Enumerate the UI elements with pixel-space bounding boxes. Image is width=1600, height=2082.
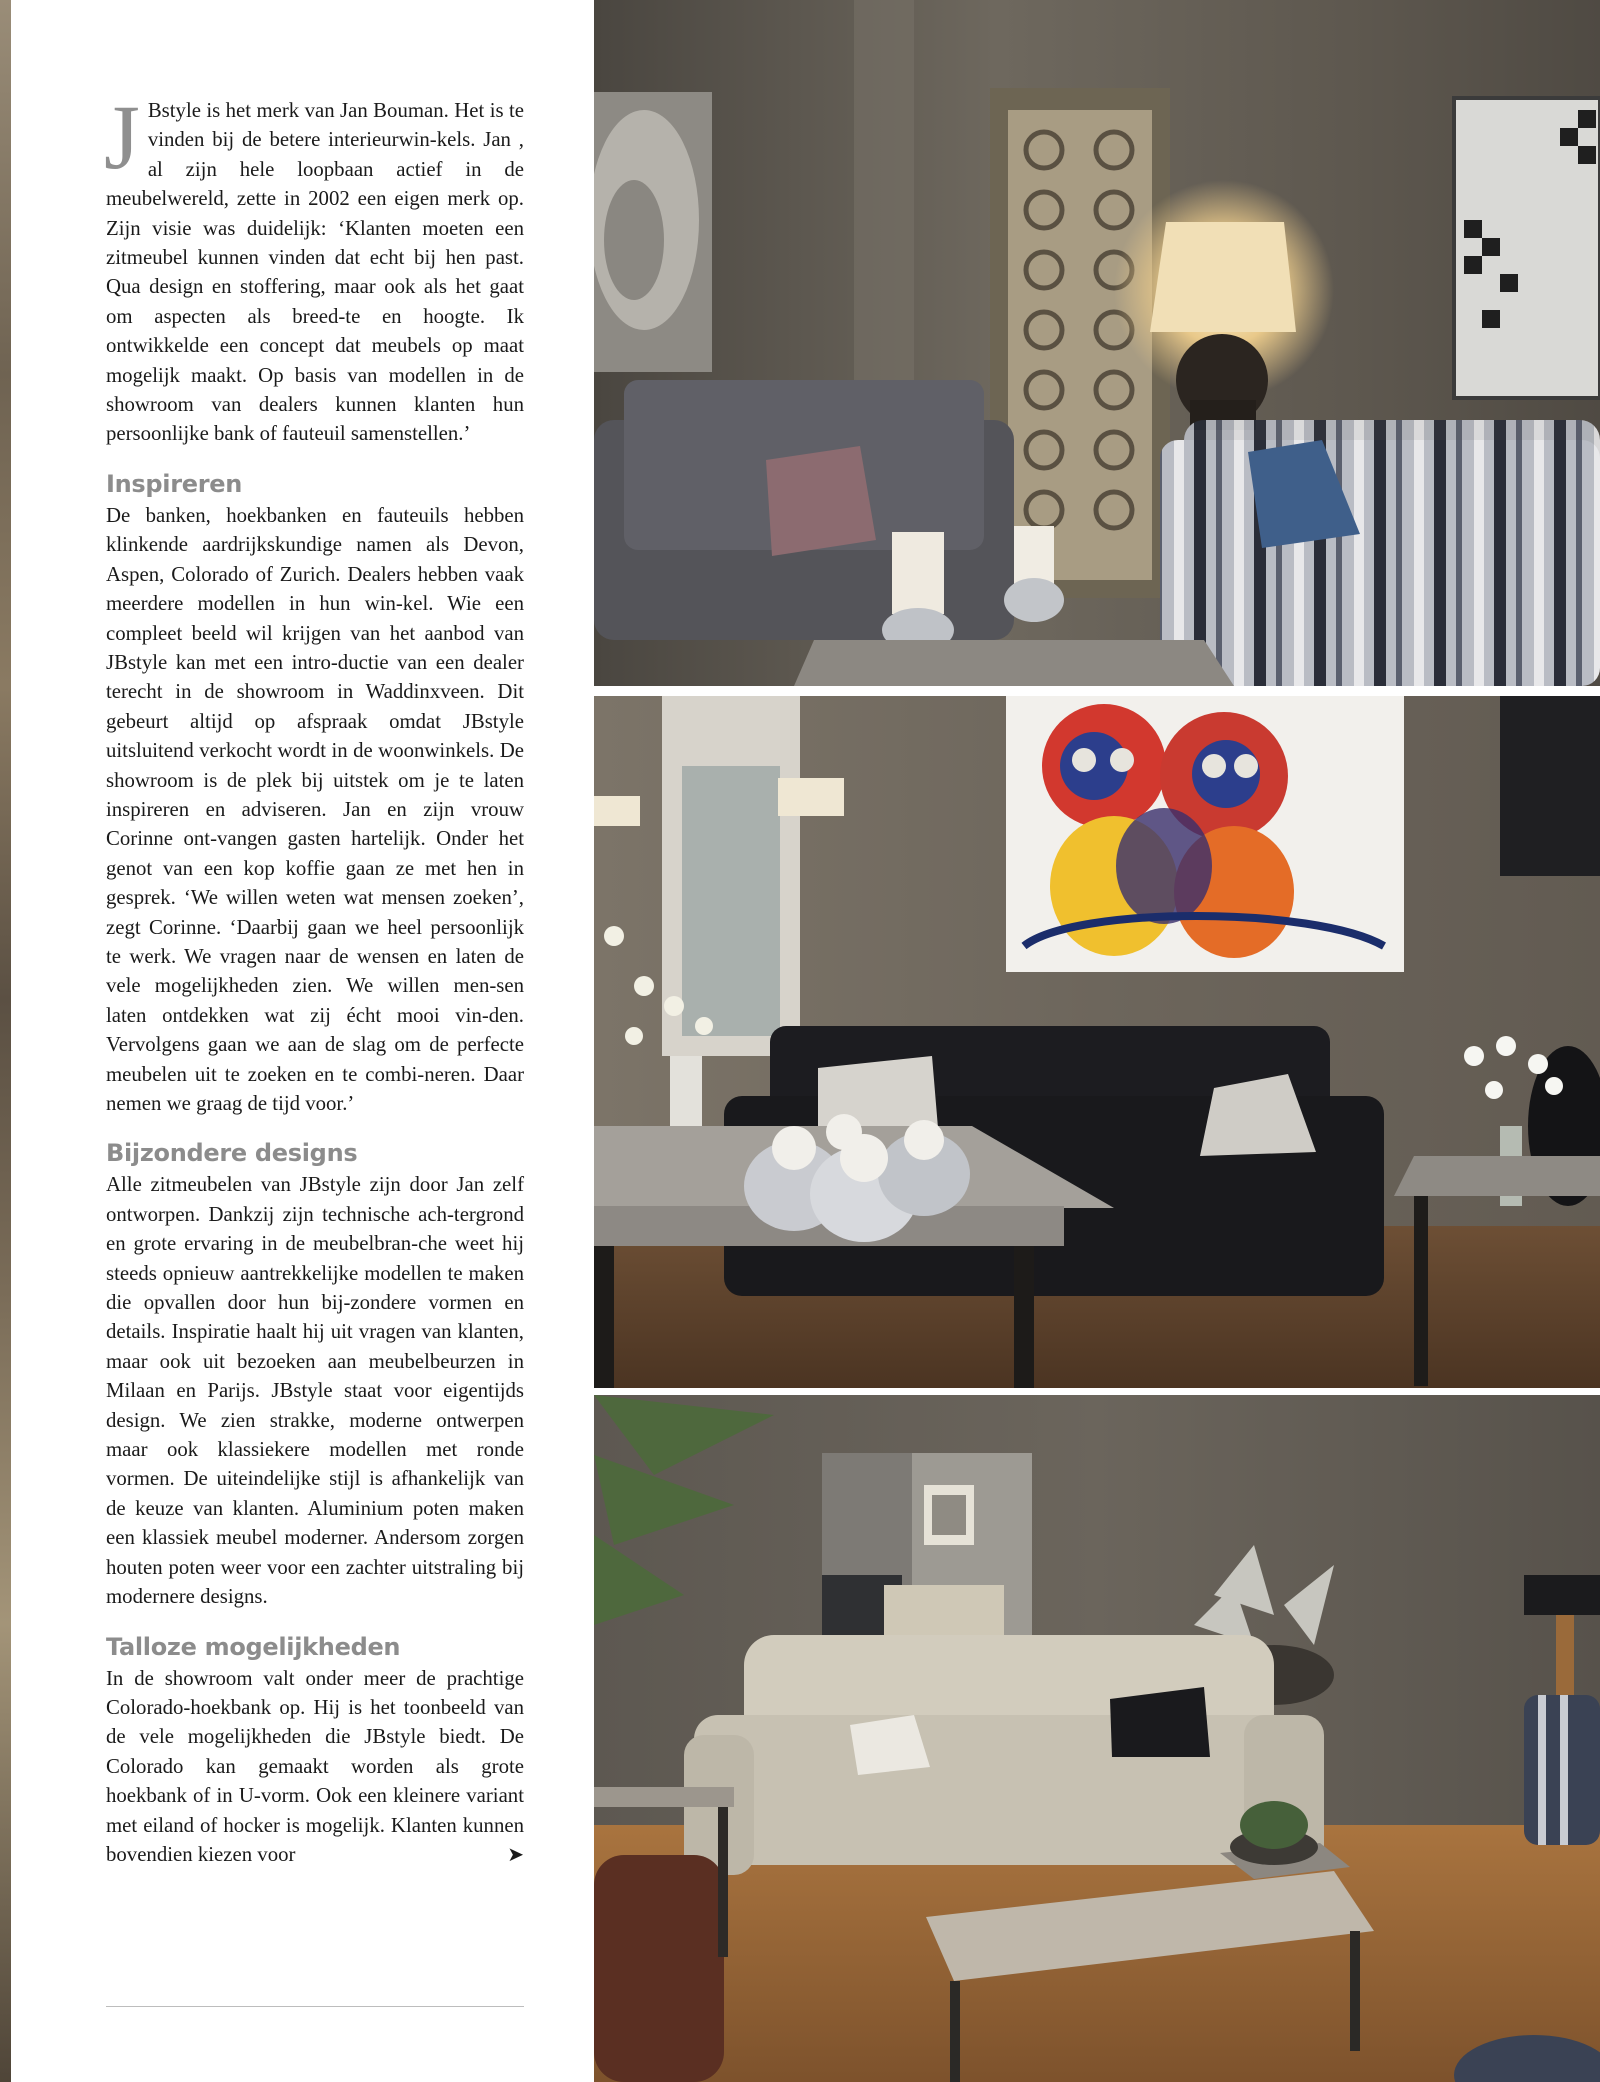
showroom-photo-striped-sofa [594, 0, 1600, 686]
adjacent-page-edge [0, 0, 11, 2082]
section-bijzondere-designs-body: Alle zitmeubelen van JBstyle zijn door Jan zelf ontworpen. Dankzij zijn technische ach-tergrond en grote ervaring in de meubelbran-che weet hij steeds opnieuw aantrekkelijke modellen te maken die opvallen door hun bij-zondere vormen en details. Inspiratie haalt hij uit vragen van klanten, maar ook uit bezoeken aan meubelbeurzen in Milaan en Parijs. JBstyle staat voor eigentijds design. We zien strakke, moderne ontwerpen maar ook klassiekere modellen met ronde vormen. De uiteindelijke stijl is afhankelijk van de keuze van klanten. Aluminium poten maken een klassiek meubel moderner. Andersom zorgen houten poten weer voor een zachter uitstraling bij modernere designs. [106, 1173, 524, 1609]
showroom-photo-beige-sofa [594, 1395, 1600, 2082]
heading-bijzondere-designs: Bijzondere designs [106, 1139, 358, 1168]
intro-paragraph [104, 86, 524, 449]
column-end-rule [106, 2006, 524, 2007]
section-talloze-mogelijkheden-body [106, 1664, 524, 1870]
article-text-column [104, 86, 524, 1869]
section-talloze-mogelijkheden-text: In de showroom valt onder meer de prachtige Colorado-hoekbank op. Hij is het toonbeeld van de vele mogelijkheden die JBstyle biedt. De Colorado kan gemaakt worden als grote hoekbank of in U-vorm. Ook een kleinere variant met eiland of hocker is mogelijk. Klanten kunnen bovendien kiezen voor [106, 1666, 524, 1866]
heading-talloze-mogelijkheden: Talloze mogelijkheden [106, 1632, 401, 1661]
continue-arrow-icon: ➤ [507, 1841, 524, 1866]
showroom-photo-black-sofa [594, 696, 1600, 1388]
drop-cap: J [104, 86, 140, 188]
intro-text: Bstyle is het merk van Jan Bouman. Het is te vinden bij de betere interieurwin-kels. Jan , al zijn hele loopbaan actief in de meubelwereld, zette in 2002 een eigen merk op. Zijn visie was duidelijk: ‘Klanten moeten een zitmeubel kunnen vinden dat echt bij hen past. Qua design en stoffering, maar ook als het gaat om aspecten als breed-te en hoogte. Ik ontwikkelde een concept dat meubels op maat mogelijk maakt. Op basis van modellen in de showroom van dealers kunnen klanten hun persoonlijke bank of fauteuil samenstellen.’ [106, 99, 524, 446]
section-inspireren-body: De banken, hoekbanken en fauteuils hebben klinkende aardrijkskundige namen als Devon, Aspen, Colorado of Zurich. Dealers hebben vaak meerdere modellen in hun win-kel. Wie een compleet beeld wil krijgen van het aanbod van JBstyle kan met een intro-ductie van een dealer terecht in de showroom in Waddinxveen. Dit gebeurt altijd op afspraak omdat JBstyle uitsluitend verkocht wordt in de woonwinkels. De showroom is de plek bij uitstek om je te laten inspireren en adviseren. Jan en zijn vrouw Corinne ont-vangen gasten hartelijk. Onder het genot van een kop koffie gaan ze met hen in gesprek. ‘We willen weten wat mensen zoeken’, zegt Corinne. ‘Daarbij gaan we heel persoonlijk te werk. We vragen naar de wensen en laten de vele mogelijkheden zien. We willen men-sen laten ontdekken wat zij écht mooi vin-den. Vervolgens gaan we aan de slag om de perfecte meubelen uit te zoeken en te combi-neren. Daar nemen we graag de tijd voor.’ [106, 503, 524, 1115]
heading-inspireren: Inspireren [106, 469, 243, 498]
